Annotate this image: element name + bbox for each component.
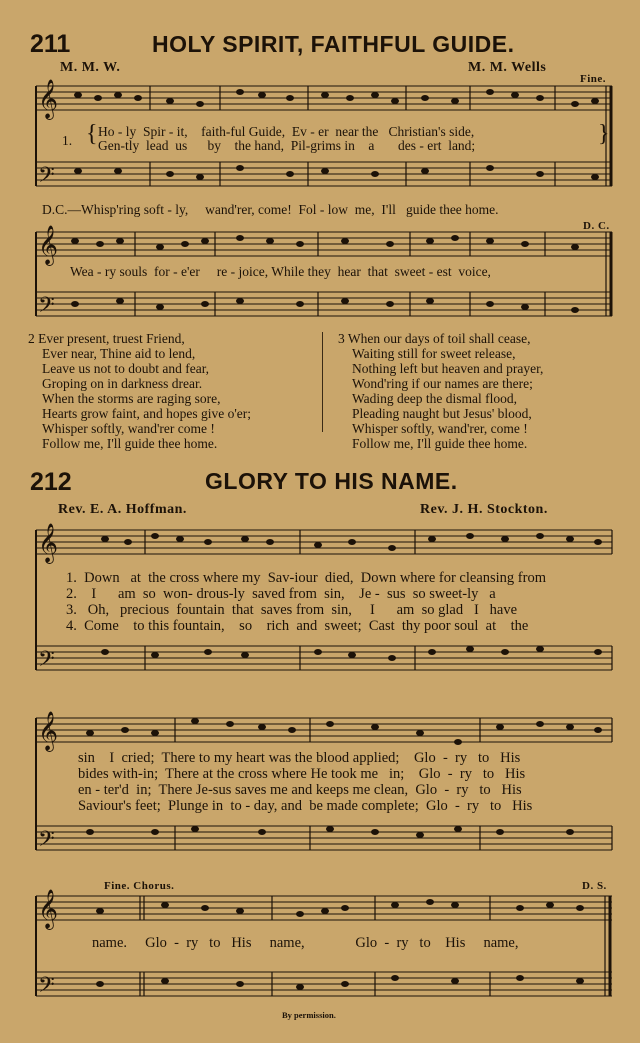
permission-footer: By permission.: [282, 1010, 336, 1020]
lyric-line: 4. Come to this fountain, so rich and sweet; Cast thy poor soul at the: [66, 618, 529, 634]
treble-clef: 𝄞: [38, 225, 59, 265]
ds-marking: D. S.: [582, 880, 607, 892]
treble-clef: 𝄞: [38, 523, 59, 563]
verse-line: Wond'ring if our names are there;: [352, 376, 533, 391]
hymn-title: GLORY TO HIS NAME.: [205, 468, 458, 494]
verse-number: 1.: [62, 133, 73, 148]
hymn-title: HOLY SPIRIT, FAITHFUL GUIDE.: [152, 31, 515, 57]
verse-line: 2 Ever present, truest Friend,: [28, 331, 185, 346]
dc-marking: D. C.: [583, 220, 610, 232]
lyric-line: bides with-in; There at the cross where He took me in; Glo - ry to His: [78, 766, 526, 782]
lyric-line: Wea - ry souls for - e'er re - joice, While they hear that sweet - est voice,: [70, 264, 491, 279]
verse-line: Leave us not to doubt and fear,: [42, 361, 210, 376]
music-credit: Rev. J. H. Stockton.: [420, 502, 548, 517]
lyric-line: 1. Down at the cross where my Sav-iour died, Down where for cleansing from: [66, 570, 546, 586]
treble-clef: 𝄞: [38, 889, 59, 929]
verse-line: Ever near, Thine aid to lend,: [42, 346, 196, 361]
verse-line: Waiting still for sweet release,: [352, 346, 516, 361]
treble-clef: 𝄞: [38, 79, 59, 119]
treble-clef: 𝄞: [38, 711, 59, 751]
lyric-line: 3. Oh, precious fountain that saves from sin, I am so glad I have: [66, 602, 518, 618]
lyric-line: sin I cried; There to my heart was the blood applied; Glo - ry to His: [78, 750, 521, 766]
words-credit: Rev. E. A. Hoffman.: [58, 502, 187, 517]
bass-clef: 𝄢: [38, 163, 55, 193]
verse-line: 3 When our days of toil shall cease,: [338, 331, 531, 346]
lyric-line: en - ter'd in; There Je-sus saves me and keeps me clean, Glo - ry to His: [78, 782, 522, 798]
lyric-line: Ho - ly Spir - it, faith-ful Guide, Ev - er near the Christian's side,: [98, 124, 475, 139]
fine-chorus-marking: Fine. Chorus.: [104, 880, 175, 892]
lyric-line: Saviour's feet; Plunge in to - day, and be made complete; Glo - ry to His: [78, 798, 533, 814]
verse-line: Follow me, I'll guide thee home.: [352, 436, 528, 451]
hymn-number: 211: [30, 30, 71, 58]
verse-line: Pleading naught but Jesus' blood,: [352, 406, 532, 421]
verse-line: Hearts grow faint, and hopes give o'er;: [42, 406, 251, 421]
bass-clef: 𝄢: [38, 973, 55, 1003]
dc-lyric-line: D.C.—Whisp'ring soft - ly, wand'rer, come! Fol - low me, I'll guide thee home.: [42, 202, 499, 217]
bass-clef: 𝄢: [38, 293, 55, 323]
music-credit: M. M. Wells: [468, 60, 547, 75]
hymn-number: 212: [30, 468, 72, 496]
lyric-line: Gen-tly lead us by the hand, Pil-grims in a des - ert land;: [98, 138, 476, 153]
verse-line: Whisper softly, wand'rer, come !: [352, 421, 528, 436]
fine-marking: Fine.: [580, 73, 607, 85]
bass-clef: 𝄢: [38, 647, 55, 677]
words-credit: M. M. W.: [60, 60, 121, 75]
verse-line: When the storms are raging sore,: [42, 391, 221, 406]
verse-line: Groping on in darkness drear.: [42, 376, 203, 391]
verse-line: Follow me, I'll guide thee home.: [42, 436, 218, 451]
verse-line: Nothing left but heaven and prayer,: [352, 361, 544, 376]
brace-right: }: [598, 121, 610, 147]
bass-clef: 𝄢: [38, 827, 55, 857]
verse-line: Wading deep the dismal flood,: [352, 391, 517, 406]
lyric-line: name. Glo - ry to His name, Glo - ry to His name,: [92, 935, 519, 951]
verse-line: Whisper softly, wand'rer come !: [42, 421, 215, 436]
brace-left: {: [86, 121, 98, 147]
lyric-line: 2. I am so won- drous-ly saved from sin, Je - sus so sweet-ly a: [66, 586, 496, 602]
